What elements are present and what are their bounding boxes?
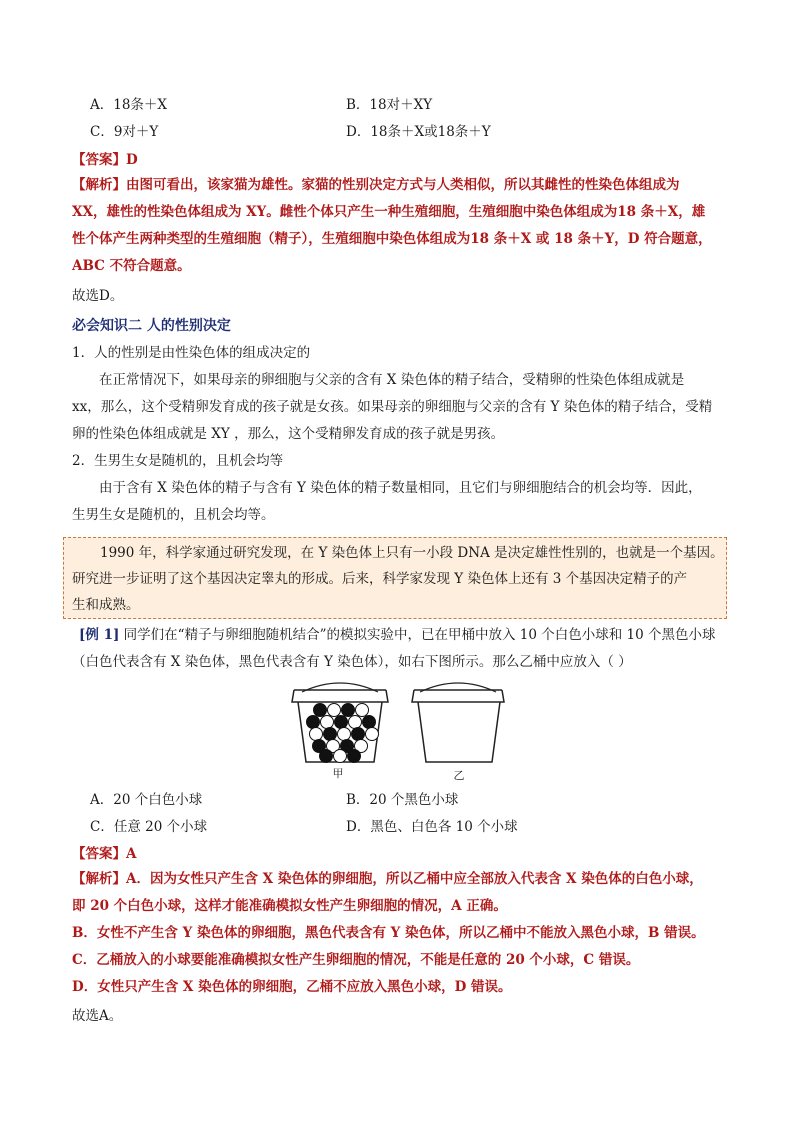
black-ball	[335, 716, 348, 729]
white-ball	[310, 728, 323, 741]
analysis-line: B．女性不产生含 Y 染色体的卵细胞，黑色代表含有 Y 染色体，所以乙桶中不能放入黑色小球，B 错误。	[72, 925, 705, 941]
analysis-line: C．乙桶放入的小球要能准确模拟女性产生卵细胞的情况，不能是任意的 20 个小球，C 错误。	[72, 952, 640, 968]
analysis-line: XX，雄性的性染色体组成为 XY。雌性个体只产生一种生殖细胞，生殖细胞中染色体组成为18 条＋X，雄	[72, 204, 706, 220]
black-ball	[324, 728, 337, 741]
black-ball	[307, 716, 320, 729]
conclusion: 故选D。	[72, 288, 124, 304]
black-ball	[352, 728, 365, 741]
point1-body	[72, 367, 722, 448]
analysis-line: ABC 不符合题意。	[72, 258, 191, 274]
note-line: 生和成熟。	[72, 597, 140, 613]
white-ball	[349, 716, 362, 729]
point2-title: 2．生男生女是随机的，且机会均等	[72, 453, 284, 469]
point1-line: xx，那么，这个受精卵发育成的孩子就是女孩。如果母亲的卵细胞与父亲的含有 Y 染色体的精子结合，受精	[72, 399, 713, 415]
option-c: C．任意 20 个小球	[90, 819, 208, 835]
balls-group	[307, 704, 379, 763]
black-ball	[342, 704, 355, 717]
option-d: D．黑色、白色各 10 个小球	[346, 819, 518, 835]
analysis-block	[72, 172, 722, 280]
white-ball	[366, 728, 379, 741]
note-line: 研究进一步证明了这个基因决定睾丸的形成。后来，科学家发现 Y 染色体上还有 3 个基因决定精子的产	[72, 571, 688, 587]
example-line: （白色代表含有 X 染色体，黑色代表含有 Y 染色体），如右下图所示。那么乙桶中应放入（ ）	[72, 654, 632, 670]
option-b: B．20 个黑色小球	[346, 792, 459, 808]
analysis-line: 由图可看出，该家猫为雄性。家猫的性别决定方式与人类相似，所以其雌性的性染色体组成为	[126, 177, 680, 193]
answer-value: D	[126, 152, 138, 168]
white-ball	[321, 716, 334, 729]
white-ball	[334, 750, 347, 763]
buckets-figure	[288, 680, 508, 784]
white-ball	[338, 728, 351, 741]
analysis-line: 即 20 个白色小球，这样才能准确模拟女性产生卵细胞的情况，A 正确。	[72, 898, 507, 914]
option-d: D．18条＋X或18条＋Y	[346, 124, 491, 140]
analysis-line: 性个体产生两种类型的生殖细胞（精子），生殖细胞中染色体组成为18 条＋X 或 18 条＋Y，D 符合题意，	[72, 231, 712, 247]
answer-label: 【答案】	[72, 846, 126, 862]
conclusion: 故选A。	[72, 1008, 123, 1024]
bucket-left	[292, 683, 388, 763]
white-ball	[356, 704, 369, 717]
bucket-right	[412, 683, 504, 762]
analysis-label: 【解析】	[72, 177, 126, 193]
note-box	[63, 537, 727, 619]
point2-line: 生男生女是随机的，且机会均等。	[72, 507, 275, 523]
option-b: B．18对＋XY	[346, 97, 433, 113]
option-a: A．20 个白色小球	[90, 792, 203, 808]
point1-title: 1．人的性别是由性染色体的组成决定的	[72, 345, 311, 361]
analysis-line: A．因为女性只产生含 X 染色体的卵细胞，所以乙桶中应全部放入代表含 X 染色体的白色小球，	[126, 871, 703, 887]
example-tag: [例 1]	[79, 627, 120, 643]
example-text: 同学们在“精子与卵细胞随机结合”的模拟实验中，已在甲桶中放入 10 个白色小球和 10 个黑色小球	[119, 627, 716, 643]
black-ball	[363, 716, 376, 729]
black-ball	[320, 750, 333, 763]
black-ball	[314, 704, 327, 717]
example-line	[79, 622, 716, 649]
bucket-label-left: 甲	[332, 767, 344, 780]
section-heading: 必会知识二 人的性别决定	[72, 318, 231, 334]
point1-line: 卵的性染色体组成就是 XY ，那么，这个受精卵发育成的孩子就是男孩。	[72, 426, 505, 442]
analysis-label: 【解析】	[72, 871, 126, 887]
point2-body	[72, 475, 722, 529]
answer-value: A	[126, 846, 137, 862]
note-line: 1990 年，科学家通过研究发现，在 Y 染色体上只有一小段 DNA 是决定雄性性别的，也就是一个基因。	[100, 545, 724, 561]
analysis-line: D．女性只产生含 X 染色体的卵细胞，乙桶不应放入黑色小球，D 错误。	[72, 979, 512, 995]
white-ball	[328, 704, 341, 717]
option-c: C．9对＋Y	[90, 124, 159, 140]
option-a: A．18条＋X	[90, 97, 168, 113]
point1-line: 在正常情况下，如果母亲的卵细胞与父亲的含有 X 染色体的精子结合，受精卵的性染色体组成就是	[99, 372, 685, 388]
point2-line: 由于含有 X 染色体的精子与含有 Y 染色体的精子数量相同，且它们与卵细胞结合的机会均等．因此，	[99, 480, 702, 496]
black-ball	[348, 750, 361, 763]
answer-label: 【答案】	[72, 152, 126, 168]
answer-row	[72, 844, 136, 864]
answer-row	[72, 150, 138, 170]
example-analysis	[72, 866, 722, 1001]
bucket-label-right: 乙	[453, 769, 465, 782]
